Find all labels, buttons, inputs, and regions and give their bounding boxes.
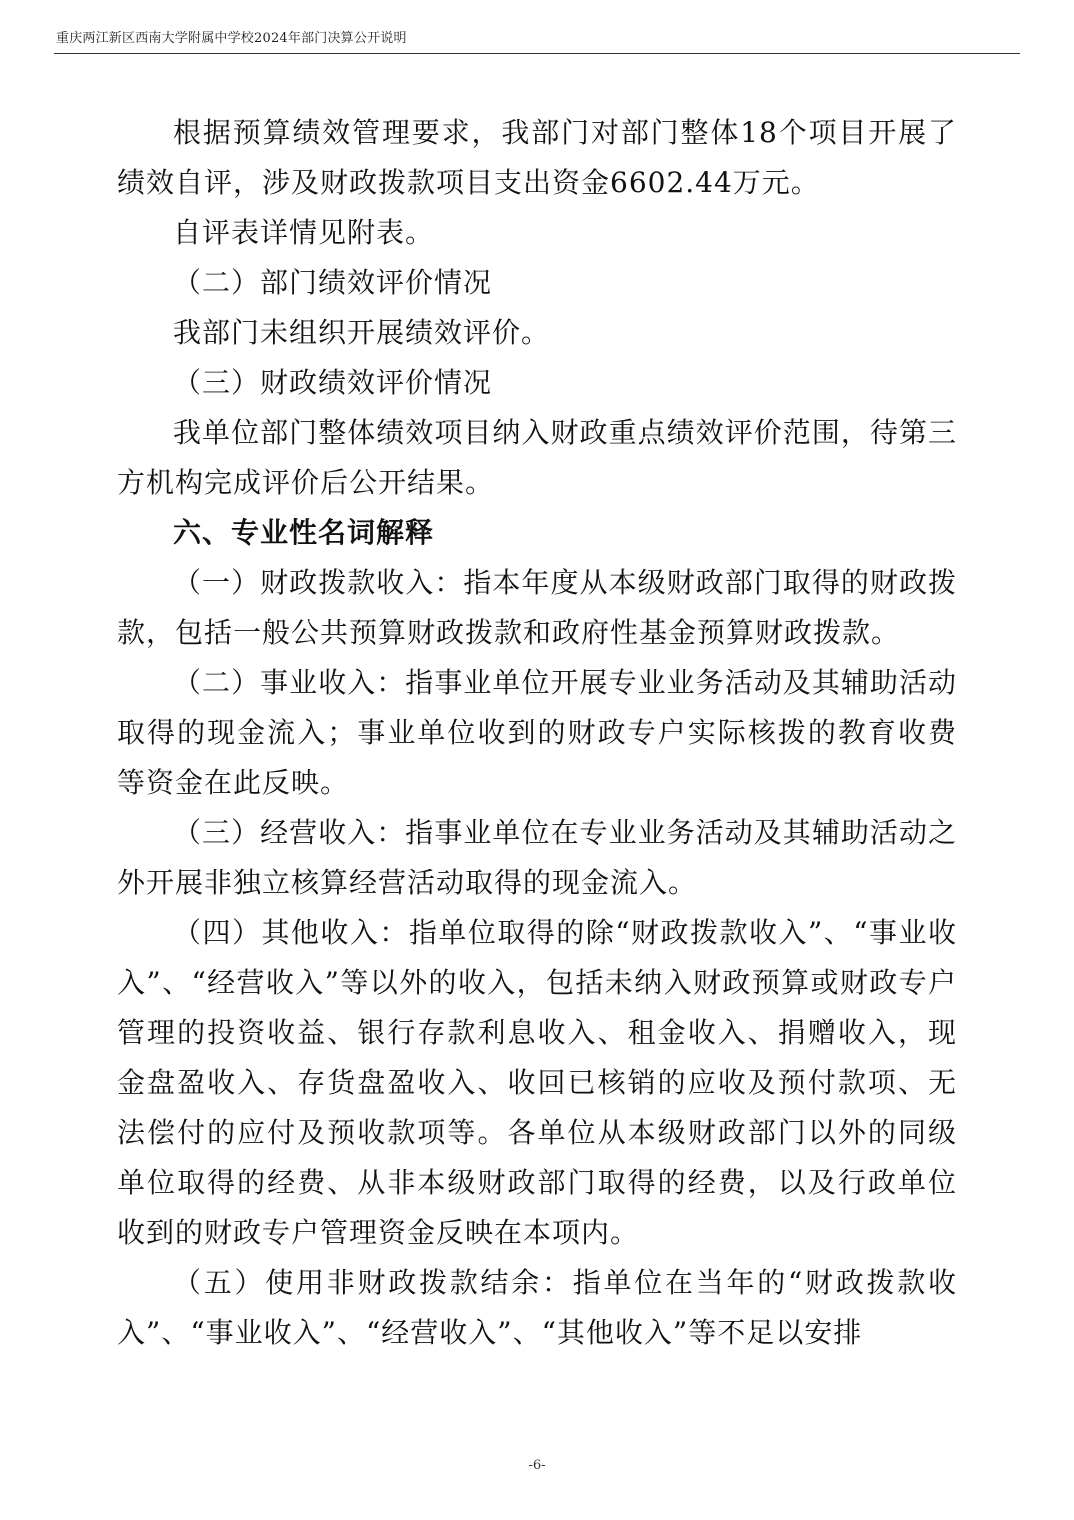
- subheading-fiscal-evaluation: （三）财政绩效评价情况: [173, 366, 493, 399]
- paragraph-third-party: 我单位部门整体绩效项目纳入财政重点绩效评价范围，待第三方机构完成评价后公开结果。: [117, 416, 957, 499]
- term-business-income: （二）事业收入：指事业单位开展专业业务活动及其辅助活动取得的现金流入；事业单位收到的财政专户实际核拨的教育收费等资金在此反映。: [117, 666, 957, 799]
- paragraph-self-evaluation: 根据预算绩效管理要求，我部门对部门整体18个项目开展了绩效自评，涉及财政拨款项目支出资金6602.44万元。: [117, 116, 957, 199]
- body-text: [117, 108, 957, 1358]
- term-operating-income: （三）经营收入：指事业单位在专业业务活动及其辅助活动之外开展非独立核算经营活动取得的现金流入。: [117, 816, 957, 899]
- header-divider: [54, 53, 1020, 54]
- running-header: 重庆两江新区西南大学附属中学校2024年部门决算公开说明: [56, 31, 407, 46]
- subheading-department-evaluation: （二）部门绩效评价情况: [173, 266, 493, 299]
- term-other-income: （四）其他收入：指单位取得的除“财政拨款收入”、“事业收入”、“经营收入”等以外的收入，包括未纳入财政预算或财政专户管理的投资收益、银行存款利息收入、租金收入、捐赠收入，现金盘盈收入、存货盘盈收入、收回已核销的应收及预付款项、无法偿付的应付及预收款项等。各单位从本级财政部门以外的同级单位取得的经费、从非本级财政部门取得的经费，以及行政单位收到的财政专户管理资金反映在本项内。: [117, 916, 957, 1249]
- section-heading-terms: 六、专业性名词解释: [173, 516, 435, 549]
- term-non-fiscal-surplus: （五）使用非财政拨款结余：指单位在当年的“财政拨款收入”、“事业收入”、“经营收入”、“其他收入”等不足以安排: [117, 1266, 957, 1349]
- term-fiscal-allocation-income: （一）财政拨款收入：指本年度从本级财政部门取得的财政拨款，包括一般公共预算财政拨款和政府性基金预算财政拨款。: [117, 566, 957, 649]
- paragraph-attachment-note: 自评表详情见附表。: [173, 216, 435, 249]
- paragraph-no-evaluation: 我部门未组织开展绩效评价。: [173, 316, 551, 349]
- page-number: -6-: [528, 1458, 546, 1473]
